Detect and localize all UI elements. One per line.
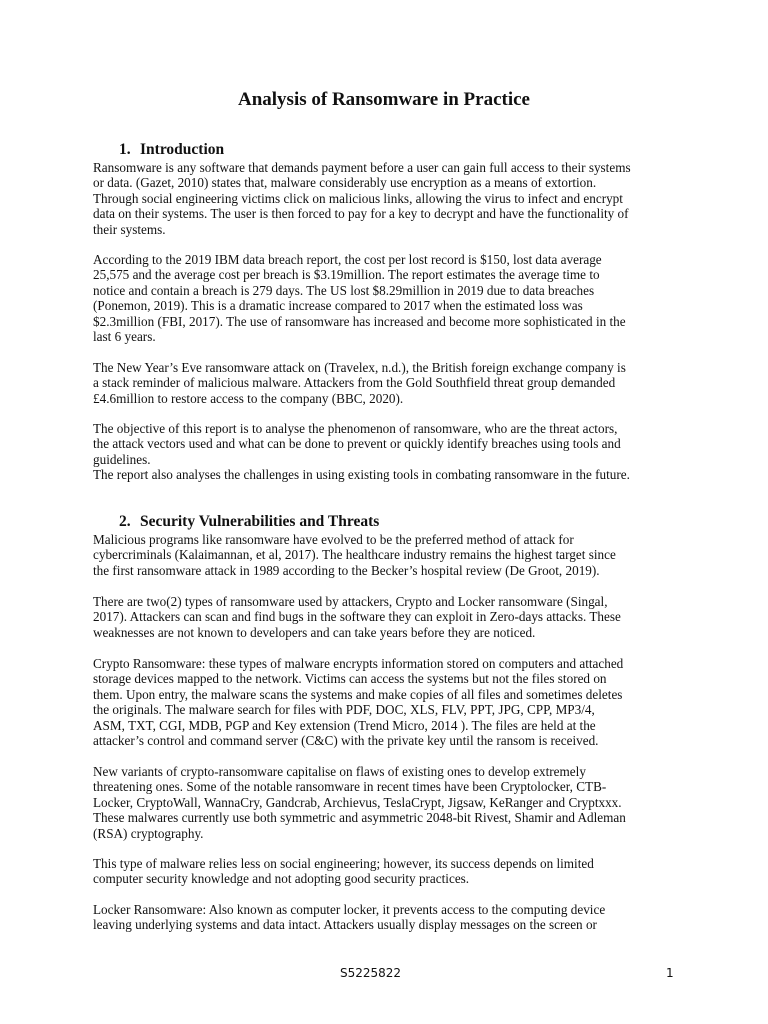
text-line: Locker Ransomware: Also known as computer locker, it prevents access to the computing device <box>93 902 606 917</box>
text-line: notice and contain a breach is 279 days. The US lost $8.29million in 2019 due to data breaches <box>93 282 595 298</box>
paragraph <box>93 160 683 237</box>
section-title: Security Vulnerabilities and Threats <box>140 513 380 530</box>
text-line: the first ransomware attack in 1989 according to the Becker’s hospital review (De Groot, 2019). <box>93 562 600 578</box>
text-line: them. Upon entry, the malware scans the systems and make copies of all files and sometimes deletes <box>93 686 623 702</box>
paragraph <box>93 594 683 640</box>
paragraph <box>93 902 683 933</box>
text-line: or data. (Gazet, 2010) states that, malware considerably use encryption as a means of extortion. <box>93 175 597 191</box>
text-line: The report also analyses the challenges in using existing tools in combating ransomware in the future. <box>93 467 630 483</box>
text-line: Locker, CryptoWall, WannaCry, Gandcrab, Archievus, TeslaCrypt, Jigsaw, KeRanger and Cryptxxx. <box>93 794 622 810</box>
text-line: weaknesses are not known to developers and can take years before they are noticed. <box>93 624 536 640</box>
section-number: 1. <box>119 141 131 158</box>
paragraph <box>93 764 683 841</box>
text-line: Crypto Ransomware: these types of malware encrypts information stored on computers and attached <box>93 656 624 671</box>
text-line: According to the 2019 IBM data breach report, the cost per lost record is $150, lost data average <box>93 252 602 267</box>
text-line: ASM, TXT, CGI, MDB, PGP and Key extension (Trend Micro, 2014 ). The files are held at the <box>93 717 596 733</box>
text-line: The New Year’s Eve ransomware attack on (Travelex, n.d.), the British foreign exchange company is <box>93 360 626 375</box>
text-line: 2017). Attackers can scan and find bugs in the software they can exploit in Zero-days attacks. These <box>93 609 621 625</box>
text-line: last 6 years. <box>93 328 156 344</box>
text-line: 25,575 and the average cost per breach is $3.19million. The report estimates the average time to <box>93 267 600 283</box>
text-line: $2.3million (FBI, 2017). The use of ransomware has increased and become more sophisticated in the <box>93 313 626 329</box>
text-line: their systems. <box>93 221 166 237</box>
paragraph <box>93 421 683 483</box>
text-line: There are two(2) types of ransomware used by attackers, Crypto and Locker ransomware (Singal, <box>93 594 608 609</box>
text-line: leaving underlying systems and data intact. Attackers usually display messages on the screen or <box>93 917 597 933</box>
paragraph <box>93 656 683 748</box>
text-line: a stack reminder of malicious malware. Attackers from the Gold Southfield threat group demanded <box>93 375 616 391</box>
section-number: 2. <box>119 513 131 530</box>
text-line: Through social engineering victims click on malicious links, allowing the virus to infect and encrypt <box>93 190 623 206</box>
footer-student-id: S5225822 <box>340 966 402 980</box>
text-line: Ransomware is any software that demands payment before a user can gain full access to their systems <box>93 160 631 175</box>
text-line: The objective of this report is to analyse the phenomenon of ransomware, who are the threat actors, <box>93 421 618 436</box>
paragraph <box>93 360 683 406</box>
footer-page-number: 1 <box>666 966 674 980</box>
text-line: computer security knowledge and not adopting good security practices. <box>93 871 470 887</box>
text-line: (Ponemon, 2019). This is a dramatic increase compared to 2017 when the estimated loss was <box>93 298 583 314</box>
paragraph <box>93 252 683 344</box>
text-line: the originals. The malware search for files with PDF, DOC, XLS, FLV, PPT, JPG, CPP, MP3/4, <box>93 702 595 718</box>
text-line: This type of malware relies less on social engineering; however, its success depends on limited <box>93 856 594 871</box>
text-line: data on their systems. The user is then forced to pay for a key to decrypt and have the functionality of <box>93 206 629 222</box>
text-line: threatening ones. Some of the notable ransomware in recent times have been Cryptolocker, CTB- <box>93 779 607 795</box>
text-line: attacker’s control and command server (C&C) with the private key until the ransom is received. <box>93 732 599 748</box>
text-line: New variants of crypto-ransomware capitalise on flaws of existing ones to develop extremely <box>93 764 586 779</box>
text-line: Malicious programs like ransomware have evolved to be the preferred method of attack for <box>93 532 574 547</box>
text-line: (RSA) cryptography. <box>93 825 204 841</box>
text-line: storage devices mapped to the network. Victims can access the systems but not the files stored on <box>93 671 607 687</box>
text-line: £4.6million to restore access to the company (BBC, 2020). <box>93 390 404 406</box>
paragraph <box>93 856 683 887</box>
text-line: These malwares currently use both symmetric and asymmetric 2048-bit Rivest, Shamir and Adleman <box>93 810 626 826</box>
section-title: Introduction <box>140 141 225 158</box>
text-line: the attack vectors used and what can be done to prevent or quickly identify breaches using tools and <box>93 436 621 452</box>
paragraph <box>93 532 683 578</box>
text-line: cybercriminals (Kalaimannan, et al, 2017). The healthcare industry remains the highest target since <box>93 547 616 563</box>
text-line: guidelines. <box>93 451 151 467</box>
document-title: Analysis of Ransomware in Practice <box>237 89 530 110</box>
